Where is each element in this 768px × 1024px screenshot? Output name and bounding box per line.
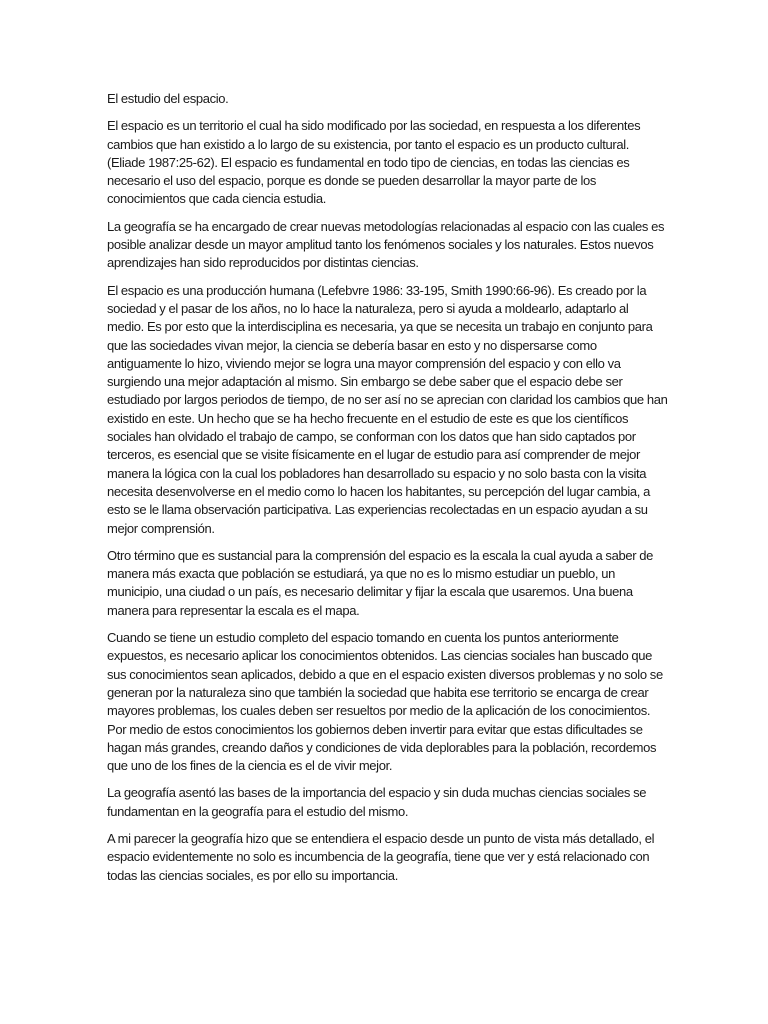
paragraph-6: La geografía asentó las bases de la importancia del espacio y sin duda muchas ciencias sociales se fundamentan en la geografía para el estudio del mismo. (107, 785, 647, 819)
paragraph-7: A mi parecer la geografía hizo que se entendiera el espacio desde un punto de vista más detallado, el espacio evidentemente no solo es incumbencia de la geografía, tiene que ver y está relacionado con todas las ciencias sociales, es por ello su importancia. (107, 830, 655, 883)
paragraph-3: El espacio es una producción humana (Lefebvre 1986: 33-195, Smith 1990:66-96). Es creado por la sociedad y el pasar de los años, no lo hace la naturaleza, pero si ayuda a moldearlo, adaptarlo al medio. Es por esto que la interdisciplina es necesaria, ya que se necesita un trabajo en conjunto para que las sociedades vivan mejor, la ciencia se debería basar en esto y no dispersarse como antiguamente lo hizo, viviendo mejor se logra una mayor comprensión del espacio y con ello va surgiendo una mejor adaptación al mismo. Sin embargo se debe saber que el espacio debe ser estudiado por largos periodos de tiempo, de no ser así no se aprecian con claridad los cambios que han existido en este. Un hecho que se ha hecho frecuente en el estudio de este es que los científicos sociales han olvidado el trabajo de campo, se conforman con los datos que han sido captados por terceros, es esencial que se visite físicamente en el lugar de estudio para así comprender de mejor manera la lógica con la cual los pobladores han desarrollado su espacio y no solo basta con la visita necesita desenvolverse en el medio como lo hacen los habitantes, su percepción del lugar cambia, a esto se le llama observación participativa. Las experiencias recolectadas en un espacio ayudan a su mejor comprensión. (107, 282, 668, 536)
paragraph-2: La geografía se ha encargado de crear nuevas metodologías relacionadas al espacio con las cuales es posible analizar desde un mayor amplitud tanto los fenómenos sociales y los naturales. Estos nuevos aprendizajes han sido reproducidos por distintas ciencias. (107, 218, 665, 271)
paragraph-4: Otro término que es sustancial para la comprensión del espacio es la escala la cual ayuda a saber de manera más exacta que población se estudiará, ya que no es lo mismo estudiar un pueblo, un municipio, una ciudad o un país, es necesario delimitar y fijar la escala que usaremos. Una buena manera para representar la escala es el mapa. (107, 547, 654, 618)
document-title: El estudio del espacio. (107, 91, 229, 106)
paragraph-1: El espacio es un territorio el cual ha sido modificado por las sociedad, en respuesta a los diferentes cambios que han existido a lo largo de su existencia, por tanto el espacio es un producto cultural. (Eliade 1987:25-62). El espacio es fundamental en todo tipo de ciencias, en todas las ciencias es necesario el uso del espacio, porque es donde se pueden desarrollar la mayor parte de los conocimientos que cada ciencia estudia. (107, 118, 641, 207)
paragraph-5: Cuando se tiene un estudio completo del espacio tomando en cuenta los puntos anteriormente expuestos, es necesario aplicar los conocimientos obtenidos. Las ciencias sociales han buscado que sus conocimientos sean aplicados, debido a que en el espacio existen diversos problemas y no solo se generan por la naturaleza sino que también la sociedad que habita ese territorio se encarga de crear mayores problemas, los cuales deben ser resueltos por medio de la aplicación de los conocimientos. Por medio de estos conocimientos los gobiernos deben invertir para evitar que estas dificultades se hagan más grandes, creando daños y condiciones de vida deplorables para la población, recordemos que uno de los fines de la ciencia es el de vivir mejor. (107, 630, 663, 774)
